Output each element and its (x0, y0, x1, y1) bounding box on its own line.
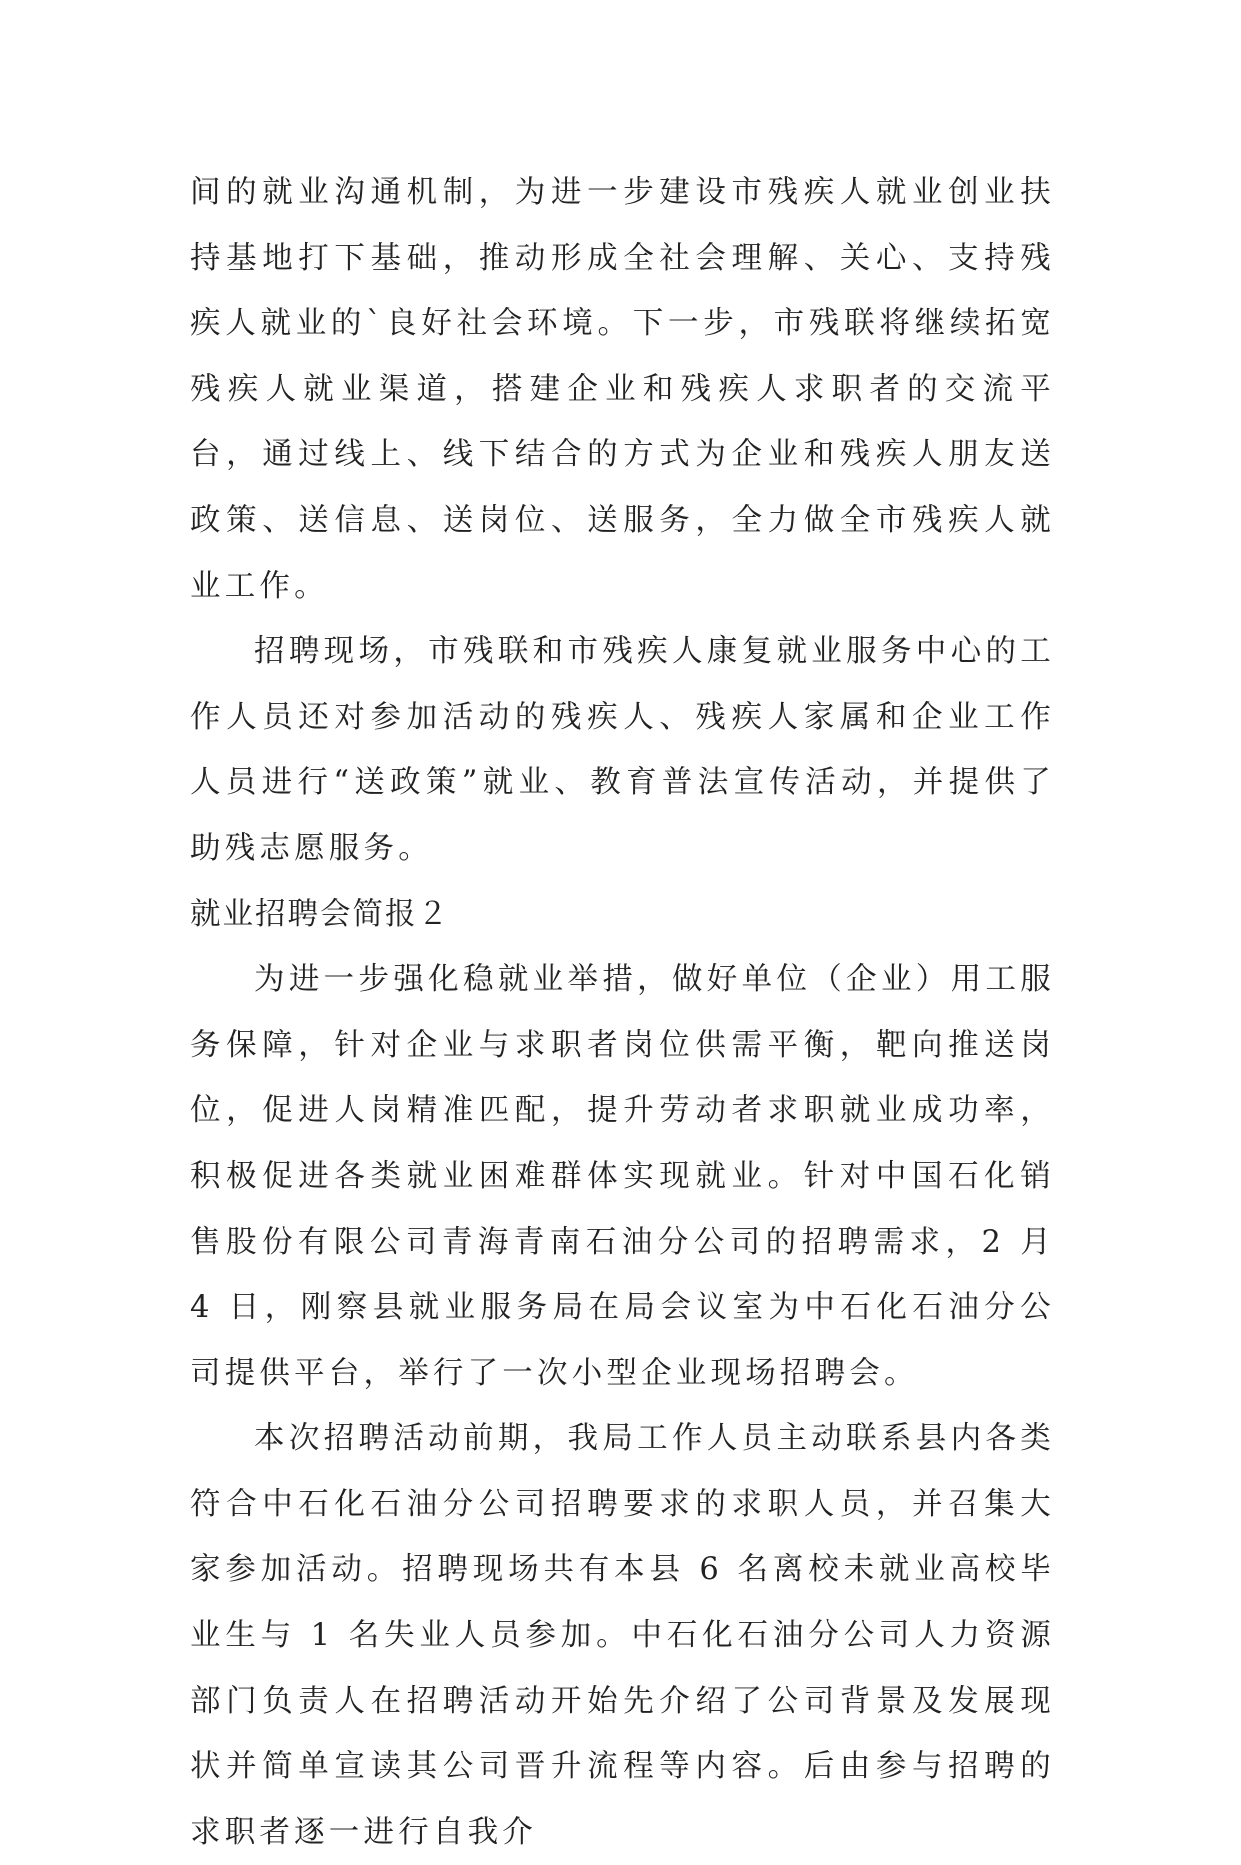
paragraph-recruitment-site: 招聘现场，市残联和市残疾人康复就业服务中心的工作人员还对参加活动的残疾人、残疾人家属和企业工作人员进行“送政策”就业、教育普法宣传活动，并提供了助残志愿服务。 (190, 634, 1055, 866)
paragraph-continuation: 间的就业沟通机制，为进一步建设市残疾人就业创业扶持基地打下基础，推动形成全社会理解、关心、支持残疾人就业的`良好社会环境。下一步，市残联将继续拓宽残疾人就业渠道，搭建企业和残疾人求职者的交流平台，通过线上、线下结合的方式为企业和残疾人朋友送政策、送信息、送岗位、送服务，全力做全市残疾人就业工作。 (190, 175, 1055, 604)
document-page (190, 160, 1055, 1865)
paragraph-employment-measures: 为进一步强化稳就业举措，做好单位（企业）用工服务保障，针对企业与求职者岗位供需平衡，靶向推送岗位，促进人岗精准匹配，提升劳动者求职就业成功率，积极促进各类就业困难群体实现就业。针对中国石化销售股份有限公司青海青南石油分公司的招聘需求，2 月 4 日，刚察县就业服务局在局会议室为中石化石油分公司提供平台，举行了一次小型企业现场招聘会。 (190, 962, 1055, 1391)
paragraph-recruitment-activity: 本次招聘活动前期，我局工作人员主动联系县内各类符合中石化石油分公司招聘要求的求职人员，并召集大家参加活动。招聘现场共有本县 6 名离校未就业高校毕业生与 1 名失业人员参加。中石化石油分公司人力资源部门负责人在招聘活动开始先介绍了公司背景及发展现状并简单宣读其公司晋升流程等内容。后由参与招聘的求职者逐一进行自我介 (190, 1421, 1055, 1850)
section-heading: 就业招聘会简报２ (190, 896, 450, 932)
